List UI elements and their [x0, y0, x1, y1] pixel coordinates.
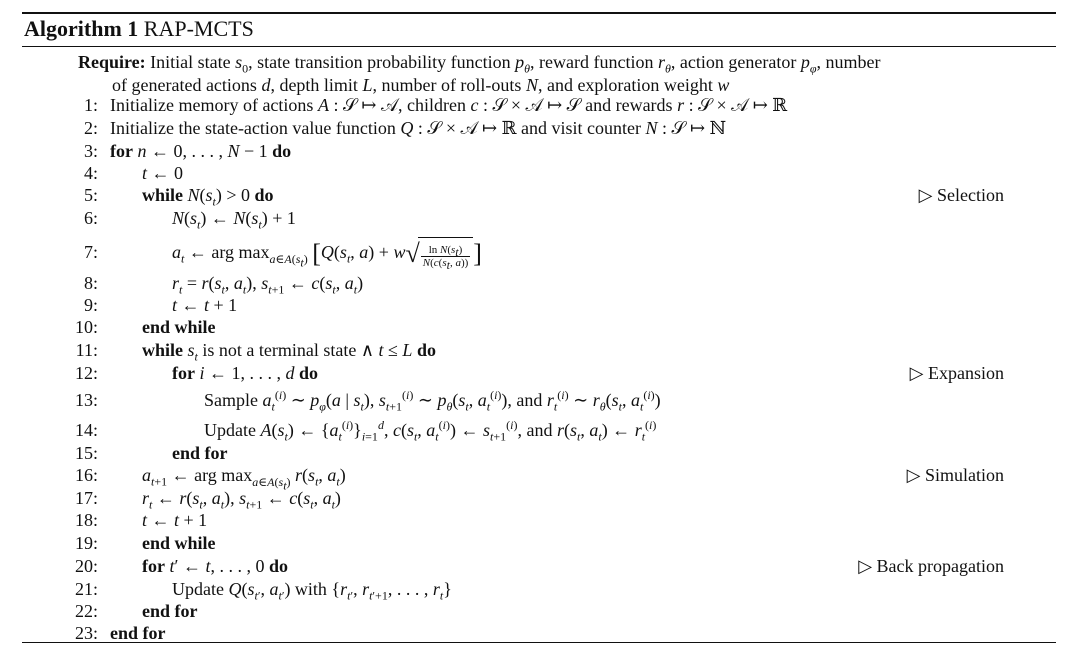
- algo-line-3: [22, 140, 1004, 162]
- algo-line-12: [22, 362, 1004, 384]
- algo-line-23: [22, 622, 1004, 644]
- line-comment: ▷ Back propagation: [858, 556, 1004, 576]
- require-text-cont: of generated actions d, depth limit L, number of roll-outs N, and exploration weight w: [112, 75, 730, 95]
- line-code: end for: [142, 601, 198, 621]
- line-code: end for: [110, 623, 166, 643]
- line-number: 22:: [74, 601, 98, 621]
- line-code: $r_t$ ← $r(s_t$, $a_t$), $s_{t+1}$ ← $c(s_t$, $a_t$): [142, 488, 341, 512]
- algo-line-18: [22, 509, 1004, 531]
- line-number: 19:: [74, 533, 98, 553]
- algo-line-13: [22, 388, 1004, 414]
- line-comment: ▷ Simulation: [906, 465, 1004, 485]
- line-code: t ← t + 1: [172, 295, 238, 315]
- algo-line-21: [22, 578, 1004, 603]
- line-number: 5:: [83, 185, 98, 205]
- line-number: 2:: [83, 118, 98, 138]
- line-comment: ▷ Selection: [918, 185, 1004, 205]
- algo-line-1: [22, 94, 1004, 116]
- require-text: Initial state $s_0$, state transition probability function $p_\theta$, reward function $r_\theta$, action generator $p_\varphi$, number: [150, 52, 881, 76]
- line-number: 23:: [74, 623, 98, 643]
- require-block: [78, 51, 1008, 97]
- line-code: end while: [142, 317, 216, 337]
- line-code: t ← 0: [142, 163, 184, 183]
- line-number: 13:: [74, 390, 98, 410]
- algo-line-19: [22, 532, 1004, 554]
- line-number: 8:: [83, 273, 98, 293]
- line-code: Update $A(s_t)$ ← $\{a_t^{(i)}\}_{i=1}^d$, $c(s_t$, $a_t^{(i)}$) ← $s_{t+1}^{(i)}$, and $r(s_t$, $a_t$) ← $r_t^{(i)}$: [204, 418, 657, 444]
- algo-line-2: [22, 117, 1004, 139]
- line-code: while $s_t$ is not a terminal state ∧ t ≤ L do: [142, 340, 436, 364]
- algo-line-16: [22, 464, 1004, 492]
- algo-line-11: [22, 339, 1004, 364]
- title-rule: [22, 46, 1056, 47]
- line-code: $N(s_t)$ ← $N(s_t) + 1$: [172, 208, 296, 232]
- algo-line-7: [22, 236, 1004, 272]
- algo-line-15: [22, 442, 1004, 464]
- algo-line-22: [22, 600, 1004, 622]
- algo-line-8: [22, 272, 1004, 297]
- algorithm-label: Algorithm 1: [24, 16, 139, 41]
- algo-line-17: [22, 487, 1004, 512]
- algorithm-name: RAP-MCTS: [143, 16, 254, 41]
- line-number: 15:: [74, 443, 98, 463]
- top-rule: [22, 12, 1056, 14]
- line-code: t ← t + 1: [142, 510, 208, 530]
- line-number: 1:: [83, 95, 98, 115]
- line-number: 6:: [83, 208, 98, 228]
- algo-line-20: [22, 555, 1004, 577]
- line-number: 7:: [83, 242, 98, 262]
- line-code: end while: [142, 533, 216, 553]
- line-number: 4:: [83, 163, 98, 183]
- line-code: Update $Q(s_{t'}$, $a_{t'}$) with {$r_{t'}$, $r_{t'+1}$, . . . , $r_t$}: [172, 579, 452, 603]
- line-number: 11:: [75, 340, 98, 360]
- algo-line-10: [22, 316, 1004, 338]
- algo-line-14: [22, 418, 1004, 444]
- line-code: for n ← 0, . . . , N − 1 do: [110, 141, 292, 161]
- algo-line-5: [22, 184, 1004, 209]
- line-number: 9:: [83, 295, 98, 315]
- algo-line-6: [22, 207, 1004, 232]
- line-code: while $N(s_t) > 0$ do: [142, 185, 274, 209]
- algorithm-title: [24, 16, 254, 42]
- algo-line-9: [22, 294, 1004, 316]
- line-number: 10:: [74, 317, 98, 337]
- line-code: for i ← 1, . . . , d do: [172, 363, 319, 383]
- line-code: for t′ ← t, . . . , 0 do: [142, 556, 288, 576]
- line-number: 17:: [74, 488, 98, 508]
- line-number: 20:: [74, 556, 98, 576]
- line-comment: ▷ Expansion: [909, 363, 1004, 383]
- line-number: 14:: [74, 420, 98, 440]
- require-keyword: Require:: [78, 52, 146, 72]
- line-code: end for: [172, 443, 228, 463]
- line-code: Initialize the state-action value function Q : 𝒮 × 𝒜 ↦ ℝ and visit counter N : 𝒮 ↦ ℕ: [110, 118, 726, 138]
- algo-line-4: [22, 162, 1004, 184]
- bottom-rule: [22, 642, 1056, 643]
- line-code: $a_t$ ← arg $\max_{a\in A(s_t)} [Q(s_t$, a) + w√ $\frac{\ln N(s_t)}{N(c(s_t, a))}$ ]: [172, 238, 482, 272]
- line-number: 12:: [74, 363, 98, 383]
- line-code: Sample $a_t^{(i)}$ ∼ $p_\varphi(a$ | $s_t$), $s_{t+1}^{(i)}$ ∼ $p_\theta(s_t$, $a_t^{(i)}$), and $r_t^{(i)}$ ∼ $r_\theta(s_t$, $a_t^{(i)}$): [204, 388, 661, 414]
- line-code: $r_t = r(s_t$, $a_t$), $s_{t+1}$ ← $c(s_t$, $a_t$): [172, 273, 364, 297]
- line-number: 16:: [74, 465, 98, 485]
- line-code: $a_{t+1}$ ← arg $\max_{a\in A(s_t)} r(s_t$, $a_t$): [142, 465, 346, 492]
- line-number: 3:: [83, 141, 98, 161]
- line-code: Initialize memory of actions A : 𝒮 ↦ 𝒜, children c : 𝒮 × 𝒜 ↦ 𝒮 and rewards r : 𝒮 × 𝒜 ↦ ℝ: [110, 95, 788, 115]
- line-number: 18:: [74, 510, 98, 530]
- line-number: 21:: [74, 579, 98, 599]
